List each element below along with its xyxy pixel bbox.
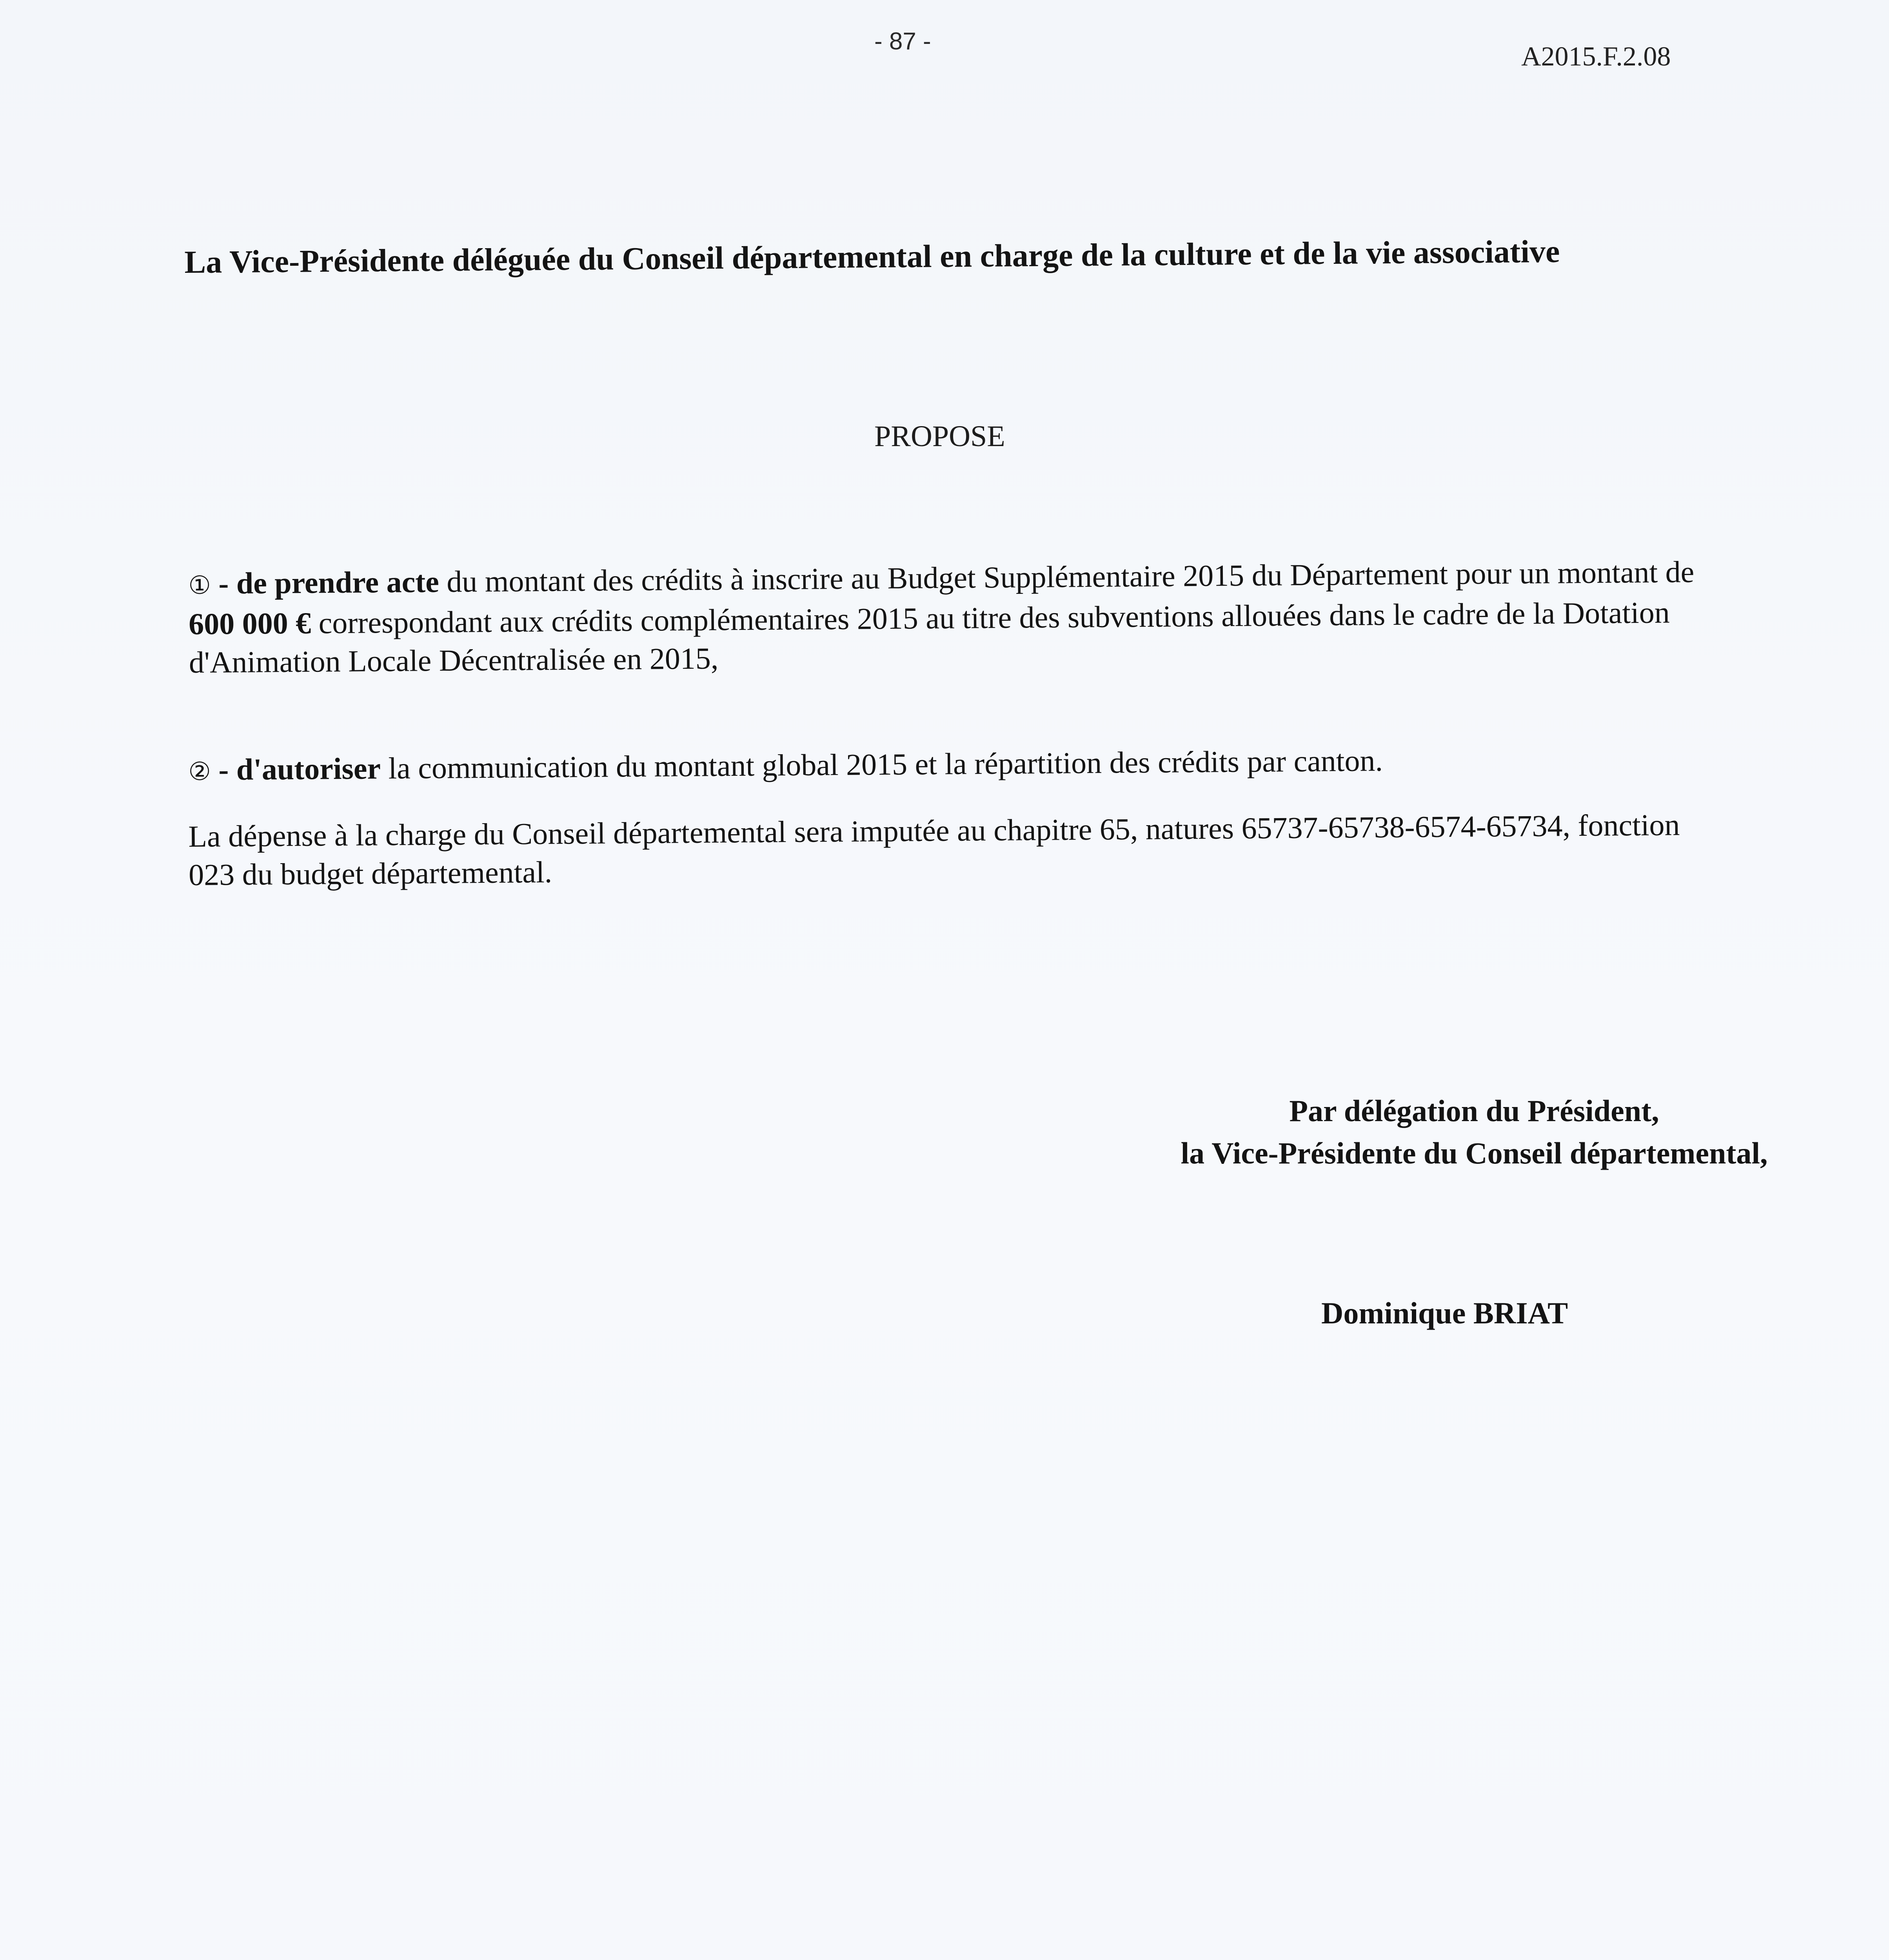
propose-title: PROPOSE xyxy=(874,420,1005,453)
signature-block xyxy=(1121,1090,1827,1174)
item-2-text: la communication du montant global 2015 et la répartition des crédits par canton. xyxy=(380,743,1383,786)
item-1-marker: ① xyxy=(188,571,211,600)
expense-paragraph: La dépense à la charge du Conseil départemental sera imputée au chapitre 65, natures 65737-65738-6574-65734, fonction 023 du budget départemental. xyxy=(188,808,1680,892)
item-2-marker: ② xyxy=(188,757,211,786)
signatory-name: Dominique BRIAT xyxy=(1321,1296,1568,1330)
item-1-dash: - xyxy=(211,566,237,601)
item-2-dash: - xyxy=(211,752,237,787)
page-number: - 87 - xyxy=(874,28,931,55)
signature-line-1: Par délégation du Président, xyxy=(1289,1094,1659,1128)
document-heading: La Vice-Présidente déléguée du Conseil départemental en charge de la culture et de la vie associative xyxy=(184,233,1560,280)
signature-line-2: la Vice-Présidente du Conseil départemental, xyxy=(1181,1136,1768,1170)
document-reference: A2015.F.2.08 xyxy=(1521,42,1671,72)
proposal-item-1 xyxy=(188,552,1726,682)
item-1-action: de prendre acte xyxy=(236,564,440,601)
item-2-action: d'autoriser xyxy=(236,751,381,787)
item-1-text-b: correspondant aux crédits complémentaires 2015 au titre des subventions allouées dans le cadre de la Dotation d'Animation Locale Décentralisée en 2015, xyxy=(189,595,1670,679)
item-1-amount: 600 000 € xyxy=(188,606,311,641)
proposal-item-2 xyxy=(188,739,1726,791)
item-1-text-a: du montant des crédits à inscrire au Budget Supplémentaire 2015 du Département pour un montant de xyxy=(439,554,1695,599)
